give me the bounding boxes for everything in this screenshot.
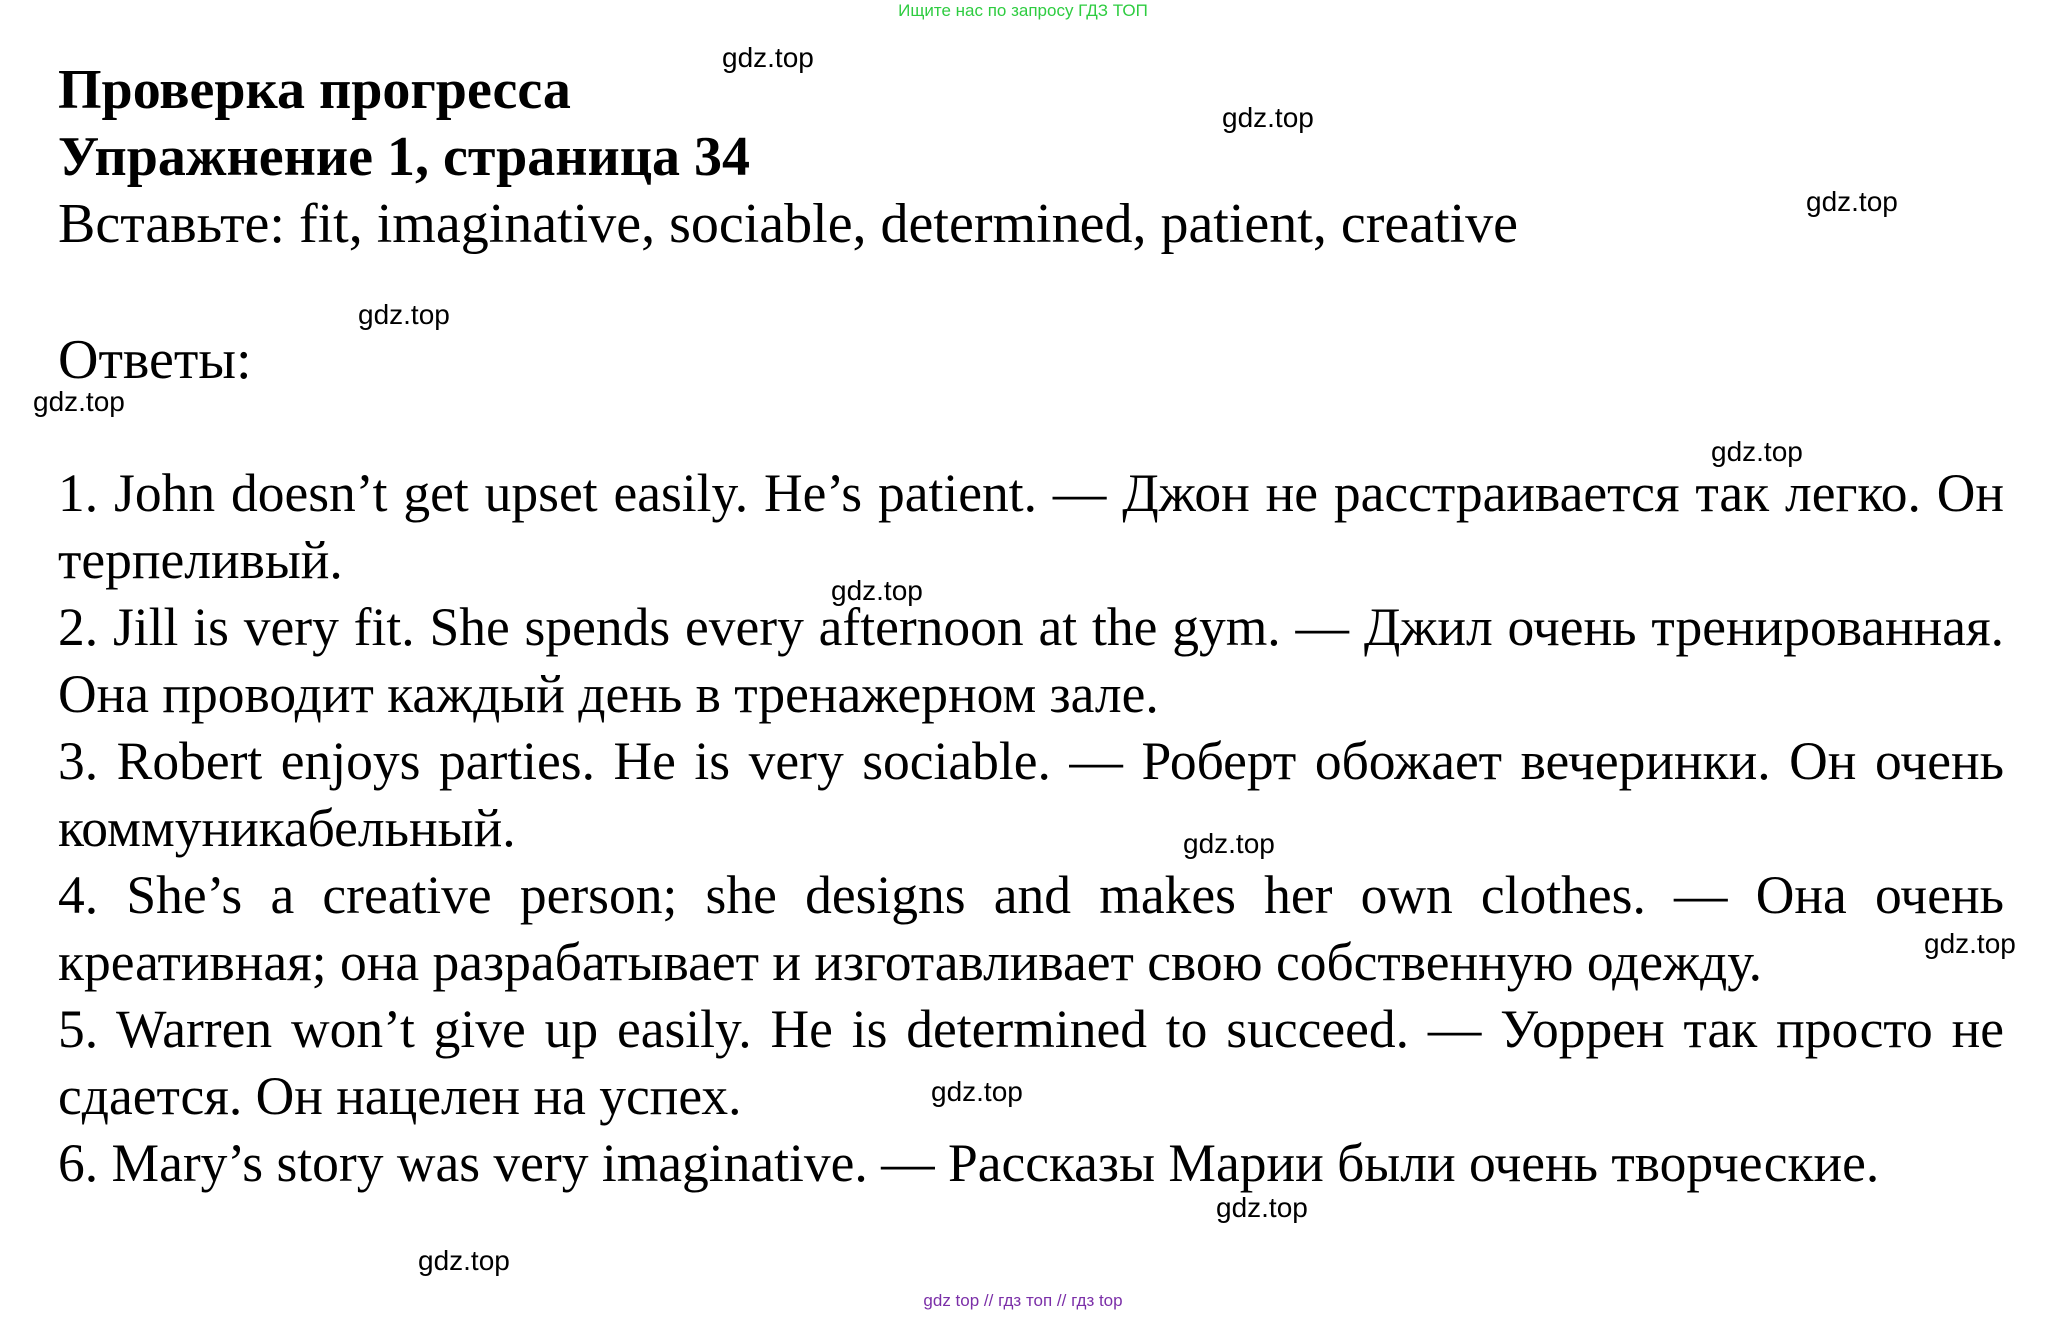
watermark: gdz.top (1711, 436, 1803, 467)
exercise-title: Упражнение 1, страница 34 (58, 126, 751, 188)
answer-item-5: 5. Warren won’t give up easily. He is determined to succeed. — Уоррен так просто не сдается. Он нацелен на успех. (58, 999, 2004, 1126)
answer-item-3: 3. Robert enjoys parties. He is very sociable. — Роберт обожает вечеринки. Он очень коммуникабельный. (58, 731, 2004, 858)
watermark: gdz.top (1222, 102, 1314, 133)
watermark: gdz.top (33, 386, 125, 417)
answers-list (58, 460, 2004, 1197)
answer-item-2: 2. Jill is very fit. She spends every afternoon at the gym. — Джил очень тренированная. Она проводит каждый день в тренажерном зале. (58, 597, 2004, 724)
answer-item-1: 1. John doesn’t get upset easily. He’s patient. — Джон не расстраивается так легко. Он терпеливый. (58, 463, 2004, 590)
watermark: gdz.top (358, 299, 450, 330)
watermark: gdz.top (1216, 1192, 1308, 1223)
watermark: gdz.top (931, 1076, 1023, 1107)
top-banner: Ищите нас по запросу ГДЗ ТОП (898, 1, 1148, 20)
answers-heading: Ответы: (58, 329, 252, 391)
watermark: gdz.top (1806, 186, 1898, 217)
instruction-text: Вставьте: fit, imaginative, sociable, determined, patient, creative (58, 193, 1519, 255)
watermark: gdz.top (722, 42, 814, 73)
bottom-banner: gdz top // гдз топ // гдз top (923, 1291, 1123, 1310)
answer-item-6: 6. Mary’s story was very imaginative. — Рассказы Марии были очень творческие. (58, 1133, 1880, 1193)
watermark: gdz.top (1924, 928, 2016, 959)
page-title: Проверка прогресса (58, 59, 571, 121)
answer-item-4: 4. She’s a creative person; she designs and makes her own clothes. — Она очень креативная; она разрабатывает и изготавливает свою собственную одежду. (58, 865, 2004, 992)
watermark: gdz.top (831, 575, 923, 606)
watermark: gdz.top (1183, 828, 1275, 859)
watermark: gdz.top (418, 1245, 510, 1276)
